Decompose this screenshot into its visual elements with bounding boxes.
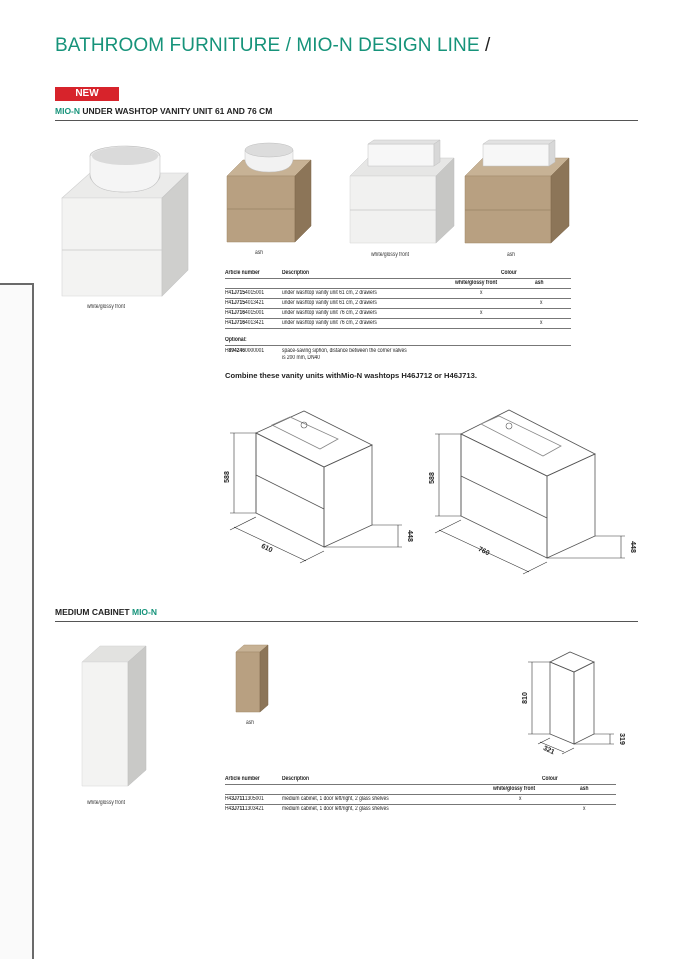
table-row: H41J7154013421 under washtop vanity unit 61 cm, 2 drawers x — [225, 300, 543, 306]
caption-main-unit: white/glossy front — [87, 304, 126, 310]
dim-61-width: 610 — [259, 542, 274, 555]
vanity-product-table — [225, 270, 571, 370]
table-header-row — [225, 270, 571, 278]
section2-heading: MEDIUM CABINET MIO-N — [55, 607, 158, 617]
vanity-white-square-bowl-image — [348, 140, 458, 246]
dimension-drawing-cabinet — [518, 648, 628, 758]
page-edge-decoration — [0, 283, 34, 959]
table-row: H41J7164013421 under washtop vanity unit 76 cm, 2 drawers x — [225, 320, 543, 326]
col-colour-header: Colour — [542, 776, 558, 782]
section1-rule — [55, 120, 638, 121]
optional-label: Optional: — [225, 337, 247, 343]
dim-61-height: 588 — [224, 471, 231, 483]
dim-cabinet-depth: 319 — [618, 733, 625, 745]
table-row: H43J7111305001 medium cabinet, 1 door left/right, 2 glass shelves x — [225, 796, 522, 802]
dim-cabinet-height: 810 — [522, 692, 529, 704]
page-title: BATHROOM FURNITURE / MIO-N DESIGN LINE / — [55, 35, 491, 56]
col-white-header: white/glossy front — [455, 280, 498, 286]
table-row: H43J7111303421 medium cabinet, 1 door left/right, 2 glass shelves x — [225, 806, 586, 812]
dim-61-depth: 448 — [406, 530, 413, 542]
vanity-white-round-bowl-image — [60, 140, 190, 300]
col-description-header: Description — [282, 270, 310, 276]
cabinet-product-table — [225, 776, 616, 816]
col-white-header: white/glossy front — [493, 786, 536, 792]
dimension-drawing-61 — [220, 405, 413, 575]
vanity-ash-round-bowl-image — [225, 140, 315, 246]
col-description-header: Description — [282, 776, 310, 782]
caption-small-ash: ash — [255, 250, 263, 256]
table-subheader-row — [225, 786, 616, 794]
combine-note: Combine these vanity units withMio-N washtops H46J712 or H46J713. — [225, 371, 477, 380]
caption-square-ash: ash — [507, 252, 515, 258]
table-header-row — [225, 776, 616, 784]
table-row: H41J7154015001 under washtop vanity unit 61 cm, 2 drawers x — [225, 290, 483, 296]
optional-label-row — [225, 337, 571, 345]
table-subheader-row — [225, 280, 571, 288]
section1-heading: MIO-N UNDER WASHTOP VANITY UNIT 61 AND 76 CM — [55, 106, 273, 116]
dim-76-depth: 448 — [629, 541, 636, 553]
col-article-header: Article number — [225, 776, 260, 782]
dim-cabinet-width: 321 — [541, 744, 556, 757]
col-ash-header: ash — [535, 280, 544, 286]
col-article-header: Article number — [225, 270, 260, 276]
col-ash-header: ash — [580, 786, 589, 792]
section2-rule — [55, 621, 638, 622]
caption-cabinet-ash: ash — [246, 720, 254, 726]
dimension-drawing-76 — [425, 402, 640, 582]
caption-main-cabinet: white/glossy front — [87, 800, 126, 806]
dim-76-width: 760 — [476, 545, 491, 558]
medium-cabinet-white-image — [78, 642, 153, 790]
optional-row: H8942460000001 space-saving siphon, distance between the corner valves is 200 mm, DN40 — [225, 348, 407, 361]
medium-cabinet-ash-image — [234, 644, 274, 716]
dim-76-height: 588 — [429, 472, 436, 484]
new-badge: NEW — [55, 87, 119, 101]
col-colour-header: Colour — [501, 270, 517, 276]
vanity-ash-square-bowl-image — [463, 140, 573, 246]
caption-square-white: white/glossy front — [371, 252, 410, 258]
table-row: H41J7164015001 under washtop vanity unit 76 cm, 2 drawers x — [225, 310, 483, 316]
